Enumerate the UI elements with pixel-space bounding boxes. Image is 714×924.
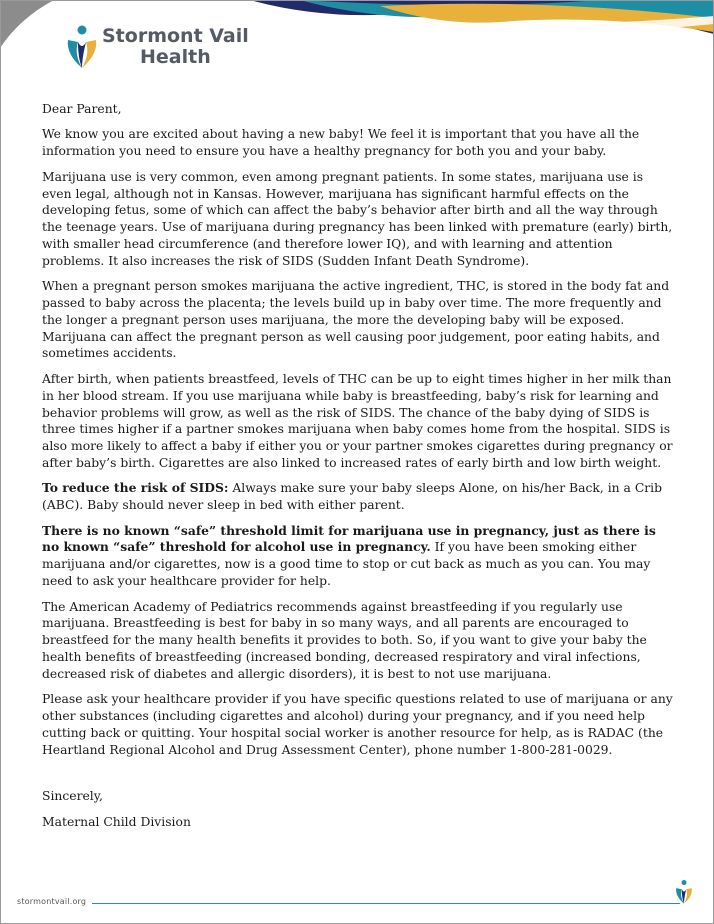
sids-heading: To reduce the risk of SIDS:	[42, 480, 229, 496]
logo-name-line2: Health	[140, 46, 211, 68]
letter-paragraph-marijuana-use: Marijuana use is very common, even among pregnant patients. In some states, marijuana use is even legal, although not in Kansas. However, marijuana has significant harmful effects on the developing fetus, some of which can affect the baby’s behavior after birth and all the way through the teenage years. Use of marijuana during pregnancy has been linked with premature (early) birth, with smaller head circumference (and therefore lower IQ), and with learning and attention problems. It also increases the risk of SIDS (Sudden Infant Death Syndrome).	[42, 169, 673, 268]
footer-logo-heart-drop-icon	[674, 876, 694, 908]
letter-body	[42, 101, 674, 839]
footer-divider	[92, 903, 680, 904]
letter-paragraph-intro: We know you are excited about having a new baby! We feel it is important that you have all the information you need to ensure you have a healthy pregnancy for both you and your baby.	[42, 127, 640, 159]
logo-heart-drop-icon	[64, 24, 100, 70]
letter-paragraph-threshold	[42, 523, 674, 590]
stormont-vail-logo	[64, 24, 249, 72]
threshold-statement: There is no known “safe” threshold limit for marijuana use in pregnancy, just as there is no known “safe” threshold for alcohol use in pregnancy.	[42, 522, 656, 555]
logo-wordmark	[102, 26, 249, 68]
sids-text: Always make sure your baby sleeps Alone, on his/her Back, in a Crib (ABC). Baby should never sleep in bed with either parent.	[42, 481, 663, 513]
letter-paragraph-aap: The American Academy of Pediatrics recommends against breastfeeding if you regularly use marijuana. Breastfeeding is best for baby in so many ways, and all parents are encouraged to breastfeed for the many health benefits it provides to both. So, if you want to give your baby the health benefits of breastfeeding (increased bonding, decreased respiratory and viral infections, decreased risk of diabetes and allergic disorders), it is best to not use marijuana.	[42, 599, 647, 681]
letter-paragraph-sids	[42, 480, 674, 514]
letter-paragraph-resources: Please ask your healthcare provider if you have specific questions related to use of marijuana or any other substances (including cigarettes and alcohol) during your pregnancy, and if you need help cutting back or quitting. Your hospital social worker is another resource for help, as is RADAC (the Heartland Regional Alcohol and Drug Assessment Center), phone number 1-800-281-0029.	[42, 692, 673, 757]
letter-paragraph-breastfeeding-thc: After birth, when patients breastfeed, levels of THC can be up to eight times higher in her milk than in her blood stream. If you use marijuana while baby is breastfeeding, baby’s risk for learning and behavior problems will grow, as well as the risk of SIDS. The chance of the baby dying of SIDS is three times higher if a partner smokes marijuana when baby comes home from the hospital. SIDS is also more likely to affect a baby if either you or your partner smokes cigarettes during pregnancy or after baby’s birth. Cigarettes are also linked to increased rates of early birth and low birth weight.	[42, 371, 673, 470]
letter-signature: Maternal Child Division	[42, 814, 191, 829]
letter-greeting: Dear Parent,	[42, 102, 122, 116]
letter-closing: Sincerely,	[42, 789, 103, 804]
logo-name-line1: Stormont Vail	[102, 25, 249, 47]
letter-paragraph-thc-pregnancy: When a pregnant person smokes marijuana the active ingredient, THC, is stored in the body fat and passed to baby across the placenta; the levels build up in baby over time. The more frequently and the longer a pregnant person uses marijuana, the more the developing baby will be exposed. Marijuana can affect the pregnant person as well causing poor judgement, poor eating habits, and sometimes accidents.	[42, 279, 670, 361]
threshold-text: If you have been smoking either marijuana and/or cigarettes, now is a good time to stop or cut back as much as you can. You may need to ask your healthcare provider for help.	[42, 540, 651, 589]
footer-website: stormontvail.org	[17, 897, 87, 906]
